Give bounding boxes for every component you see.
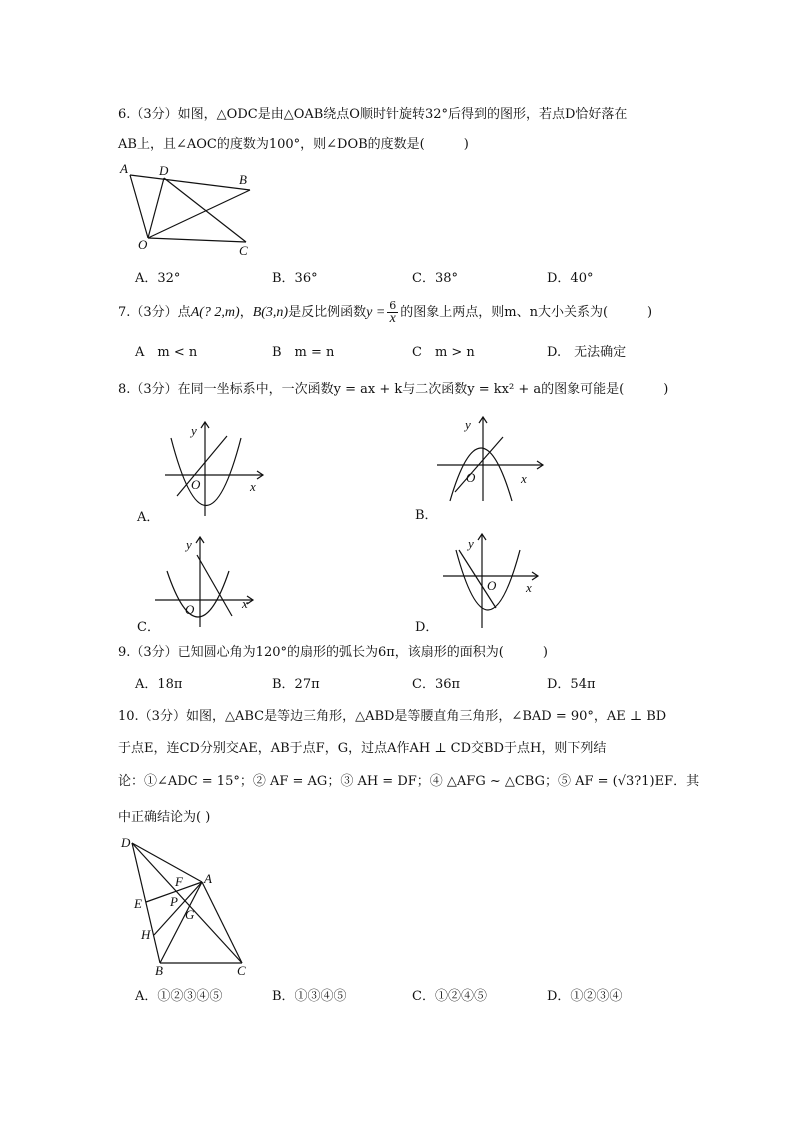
q8a-x-label: x bbox=[250, 479, 256, 494]
q8d-o-label: O bbox=[487, 578, 497, 593]
q10-label-f: F bbox=[175, 874, 183, 889]
q9-option-b[interactable]: B．27π bbox=[272, 677, 320, 692]
q8-text: 8.（3分）在同一坐标系中，一次函数y = ax + k与二次函数y = kx² + a的图象可能是( ) bbox=[118, 382, 669, 397]
q7-option-c[interactable]: C m > n bbox=[412, 345, 475, 360]
q8c-y-label: y bbox=[186, 537, 192, 552]
q7-frac-num: 6 bbox=[389, 299, 397, 312]
q9-text: 9.（3分）已知圆心角为120°的扇形的弧长为6π，该扇形的面积为( ) bbox=[118, 645, 548, 660]
q9-option-d[interactable]: D．54π bbox=[547, 677, 596, 692]
q10-label-a: A bbox=[204, 871, 212, 886]
q8b-x-label: x bbox=[521, 471, 527, 486]
q6-figure bbox=[118, 160, 258, 260]
q10-option-d[interactable]: D．①②③④ bbox=[547, 989, 623, 1004]
q9-option-a[interactable]: A．18π bbox=[135, 677, 183, 692]
q8-option-a[interactable]: A． bbox=[137, 510, 160, 525]
q10-label-b: B bbox=[155, 963, 163, 978]
q8a-o-label: O bbox=[191, 477, 201, 492]
q10-text-line2: 于点E，连CD分别交AE，AB于点F，G，过点A作AH ⊥ CD交BD于点H，则下列结 bbox=[118, 741, 607, 756]
q6-option-b[interactable]: B．36° bbox=[272, 271, 318, 286]
q7-point-b: B(3,n) bbox=[252, 305, 289, 320]
q7-frac-den: x bbox=[389, 311, 396, 326]
q8d-y-label: y bbox=[468, 536, 474, 551]
q8-option-c[interactable]: C． bbox=[137, 620, 160, 635]
q10-figure bbox=[118, 835, 258, 978]
q8-option-b[interactable]: B． bbox=[415, 508, 438, 523]
q6-label-o: O bbox=[138, 237, 148, 252]
q6-label-a: A bbox=[120, 161, 128, 176]
q7-suffix: 的图象上两点，则m、n大小关系为( ) bbox=[400, 305, 653, 320]
q10-text-line3: 论：①∠ADC = 15°；② AF = AG；③ AH = DF；④ △AFG ~ △CBG；⑤ AF = (√3?1)EF．其 bbox=[118, 774, 700, 789]
q10-label-d: D bbox=[121, 835, 131, 850]
q7-y-eq: y = bbox=[366, 305, 386, 320]
q8-graph-b bbox=[435, 413, 550, 503]
q10-label-g: G bbox=[185, 907, 195, 922]
q8-option-d[interactable]: D． bbox=[415, 620, 439, 635]
q6-label-c: C bbox=[239, 243, 248, 258]
q6-text-line1: 6.（3分）如图，△ODC是由△OAB绕点O顺时针旋转32°后得到的图形，若点D恰好落在 bbox=[118, 107, 628, 122]
q10-option-a[interactable]: A．①②③④⑤ bbox=[135, 989, 223, 1004]
q7-sep: ， bbox=[239, 305, 253, 320]
q7-point-a: A(? 2,m) bbox=[190, 305, 240, 320]
q6-text-line2: AB上，且∠AOC的度数为100°，则∠DOB的度数是( ) bbox=[118, 137, 469, 152]
q8b-y-label: y bbox=[465, 417, 471, 432]
q7-option-b[interactable]: B m = n bbox=[272, 345, 335, 360]
q7-mid: 是反比例函数 bbox=[288, 305, 367, 320]
q8c-x-label: x bbox=[242, 596, 248, 611]
q6-label-b: B bbox=[239, 172, 247, 187]
q10-label-c: C bbox=[237, 963, 246, 978]
q8-graph-a bbox=[155, 418, 270, 518]
q10-option-b[interactable]: B．①③④⑤ bbox=[272, 989, 347, 1004]
q10-label-p: P bbox=[170, 894, 178, 909]
q10-text-line4: 中正确结论为( ) bbox=[118, 810, 211, 825]
q7-text bbox=[118, 300, 652, 325]
q10-text-line1: 10.（3分）如图，△ABC是等边三角形，△ABD是等腰直角三角形，∠BAD = 90°，AE ⊥ BD bbox=[118, 709, 667, 724]
q8b-o-label: O bbox=[466, 470, 476, 485]
q9-option-c[interactable]: C．36π bbox=[412, 677, 461, 692]
q8-graph-c bbox=[150, 533, 265, 628]
q8d-x-label: x bbox=[526, 580, 532, 595]
q6-option-c[interactable]: C．38° bbox=[412, 271, 458, 286]
q7-option-a[interactable]: A m < n bbox=[135, 345, 198, 360]
q10-label-h: H bbox=[141, 927, 151, 942]
q8c-o-label: O bbox=[185, 602, 195, 617]
q10-label-e: E bbox=[134, 896, 142, 911]
q6-option-a[interactable]: A．32° bbox=[135, 271, 181, 286]
q6-option-d[interactable]: D．40° bbox=[547, 271, 594, 286]
q7-prefix: 7.（3分）点 bbox=[118, 305, 191, 320]
q6-label-d: D bbox=[159, 163, 169, 178]
q7-option-d[interactable]: D. 无法确定 bbox=[547, 345, 627, 360]
q8a-y-label: y bbox=[191, 423, 197, 438]
q7-fraction bbox=[387, 300, 398, 325]
q8-graph-d bbox=[438, 530, 548, 630]
q10-option-c[interactable]: C．①②④⑤ bbox=[412, 989, 487, 1004]
